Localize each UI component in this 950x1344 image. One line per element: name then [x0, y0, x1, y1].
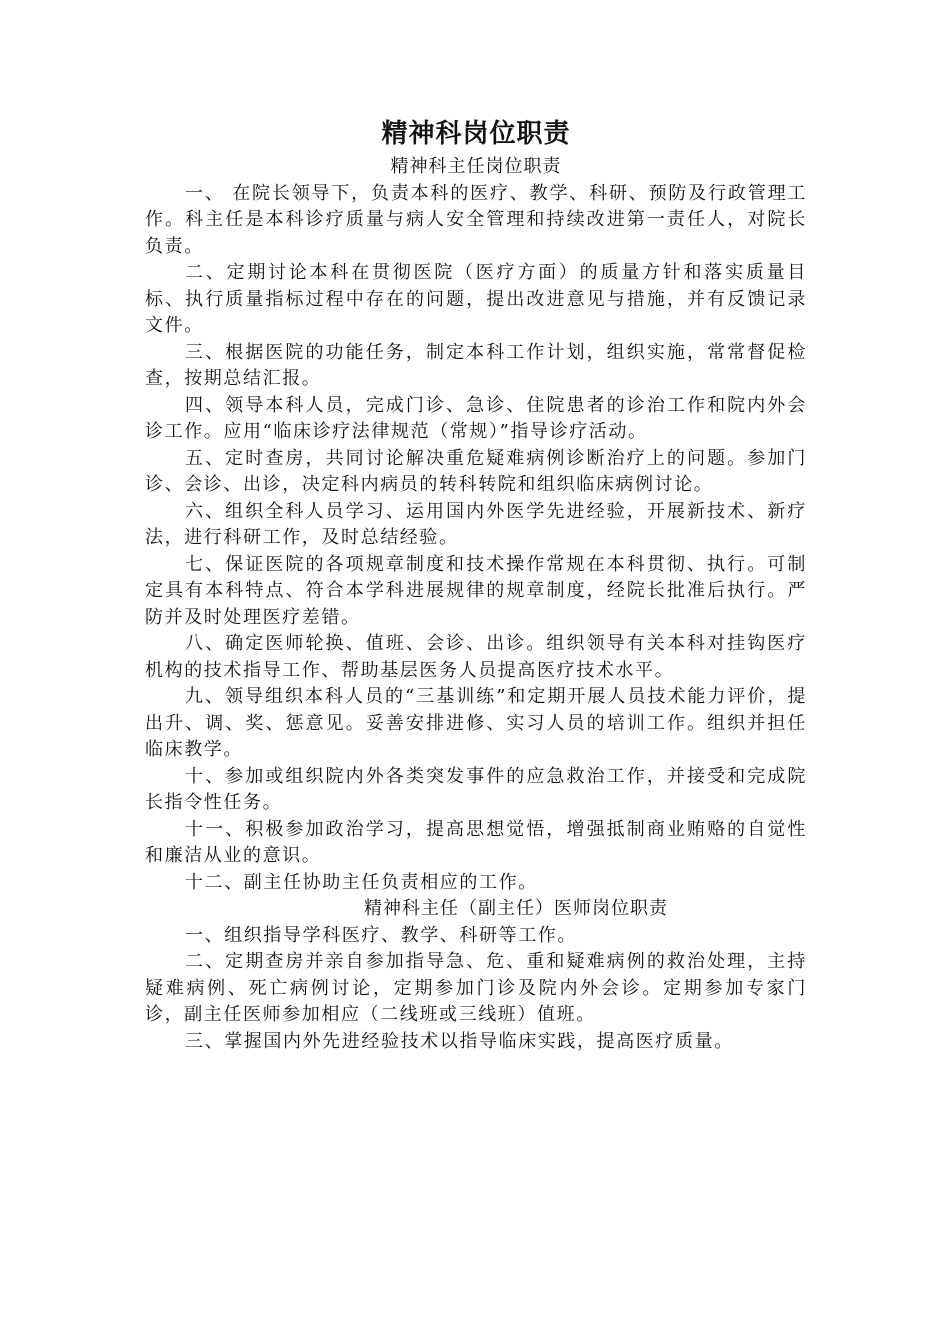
duty-paragraph: 八、确定医师轮换、值班、会诊、出诊。组织领导有关本科对挂钩医疗机构的技术指导工作、帮助基层医务人员提高医疗技术水平。 [145, 633, 807, 681]
section-heading-physician: 精神科主任（副主任）医师岗位职责 [364, 898, 668, 919]
duty-paragraph: 三、掌握国内外先进经验技术以指导临床实践，提高医疗质量。 [185, 1030, 734, 1052]
duty-paragraph: 十二、副主任协助主任负责相应的工作。 [185, 871, 538, 893]
duty-paragraph: 三、根据医院的功能任务，制定本科工作计划，组织实施，常常督促检查，按期总结汇报。 [145, 341, 807, 389]
duty-paragraph: 一、组织指导学科医疗、教学、科研等工作。 [185, 924, 577, 946]
duty-paragraph: 六、组织全科人员学习、运用国内外医学先进经验，开展新技术、新疗法，进行科研工作，及时总结经验。 [145, 500, 807, 548]
duty-paragraph: 七、保证医院的各项规章制度和技术操作常规在本科贯彻、执行。可制定具有本科特点、符合本学科进展规律的规章制度，经院长批准后执行。严防并及时处理医疗差错。 [145, 553, 807, 628]
duty-paragraph: 四、领导本科人员，完成门诊、急诊、住院患者的诊治工作和院内外会诊工作。应用“临床诊疗法律规范（常规）”指导诊疗活动。 [145, 394, 807, 442]
duty-paragraph: 九、领导组织本科人员的“三基训练”和定期开展人员技术能力评价，提出升、调、奖、惩意见。妥善安排进修、实习人员的培训工作。组织并担任临床教学。 [145, 686, 807, 760]
duty-paragraph: 十一、积极参加政治学习，提高思想觉悟，增强抵制商业贿赂的自觉性和廉洁从业的意识。 [145, 818, 807, 866]
duty-paragraph: 一、 在院长领导下，负责本科的医疗、教学、科研、预防及行政管理工作。科主任是本科诊疗质量与病人安全管理和持续改进第一责任人，对院长负责。 [145, 182, 807, 257]
document-page [145, 116, 807, 1055]
duty-paragraph: 十、参加或组织院内外各类突发事件的应急救治工作，并接受和完成院长指令性任务。 [145, 765, 807, 813]
duty-paragraph: 二、定期讨论本科在贯彻医院（医疗方面）的质量方针和落实质量目标、执行质量指标过程中存在的问题，提出改进意见与措施，并有反馈记录文件。 [145, 262, 807, 336]
document-title: 精神科岗位职责 [381, 119, 571, 149]
section-heading-director: 精神科主任岗位职责 [390, 156, 562, 177]
duty-paragraph: 二、定期查房并亲自参加指导急、危、重和疑难病例的救治处理，主持疑难病例、死亡病例讨论，定期参加门诊及院内外会诊。定期参加专家门诊，副主任医师参加相应（二线班或三线班）值班。 [145, 951, 807, 1025]
duty-paragraph: 五、定时查房，共同讨论解决重危疑难病例诊断治疗上的问题。参加门诊、会诊、出诊，决定科内病员的转科转院和组织临床病例讨论。 [145, 447, 807, 495]
